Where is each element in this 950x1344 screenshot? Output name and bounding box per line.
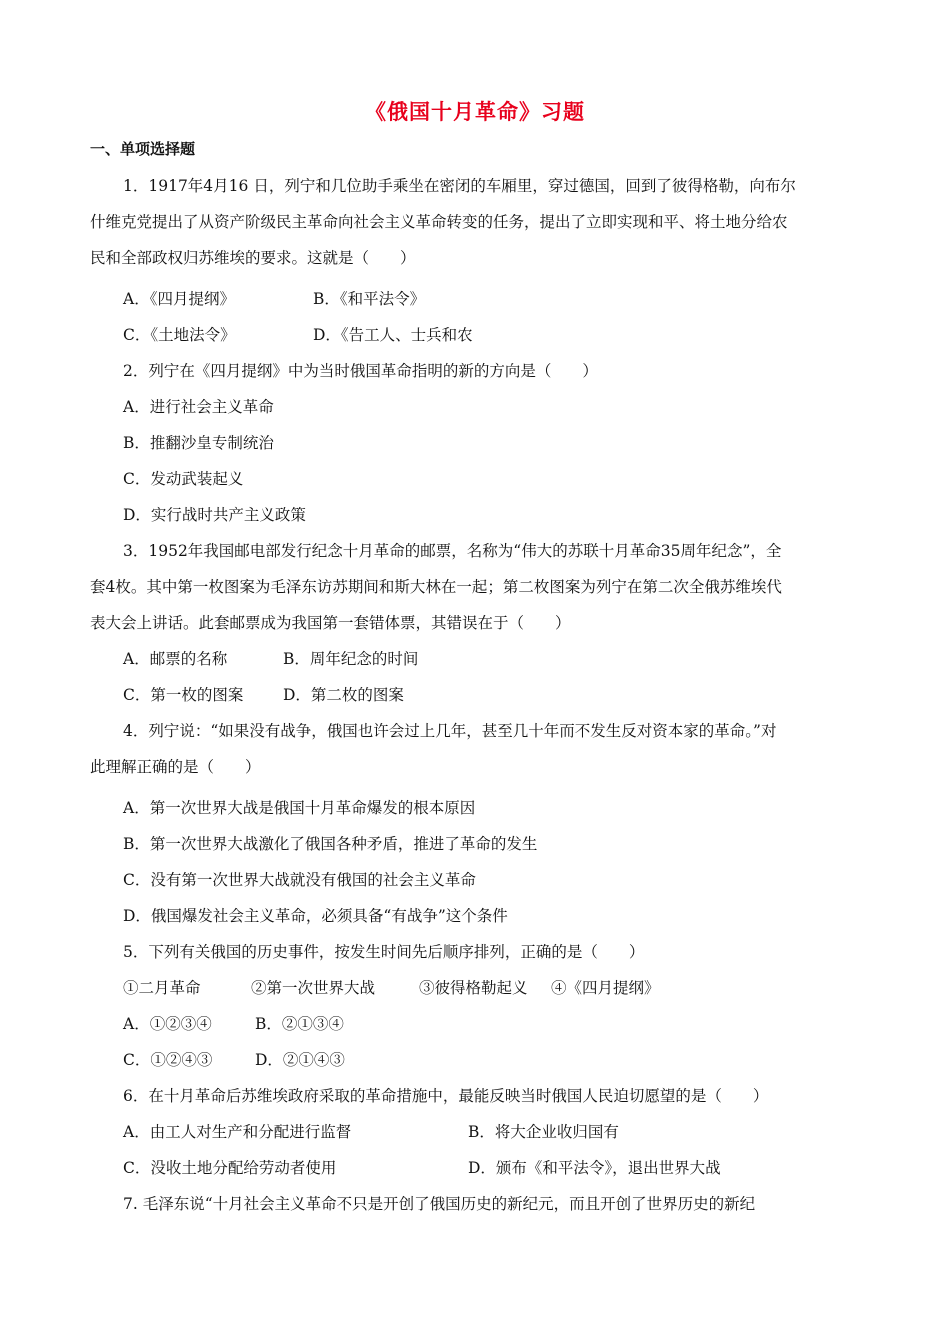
option-b: B．②①③④ xyxy=(255,1015,344,1033)
question-1-options-cd xyxy=(90,317,862,353)
question-6-stem: 6．在十月革命后苏维埃政府采取的革命措施中，最能反映当时俄国人民迫切愿望的是（ ） xyxy=(123,1087,769,1105)
option-b: B．推翻沙皇专制统治 xyxy=(123,434,274,452)
question-list xyxy=(90,168,862,1222)
document-title: 《俄国十月革命》习题 xyxy=(365,100,585,124)
option-c: C．没有第一次世界大战就没有俄国的社会主义革命 xyxy=(123,871,476,889)
option-a: A．进行社会主义革命 xyxy=(123,398,274,416)
option-c: C．没收土地分配给劳动者使用 xyxy=(123,1159,337,1177)
question-5-options-cd xyxy=(90,1042,862,1078)
question-6-options-ab xyxy=(90,1114,862,1150)
option-c: C．第一枚的图案 xyxy=(123,686,244,704)
question-5-events xyxy=(90,970,862,1006)
option-c: C．《土地法令》 xyxy=(123,326,236,344)
question-5-stem: 5．下列有关俄国的历史事件，按发生时间先后顺序排列，正确的是（ ） xyxy=(123,943,645,961)
option-d: D．②①④③ xyxy=(255,1051,345,1069)
option-a: A．《四月提纲》 xyxy=(123,290,235,308)
option-d: D．颁布《和平法令》，退出世界大战 xyxy=(468,1159,721,1177)
option-b: B．第一次世界大战激化了俄国各种矛盾，推进了革命的发生 xyxy=(123,835,538,853)
question-1-line-2: 什维克党提出了从资产阶级民主革命向社会主义革命转变的任务，提出了立即实现和平、将土地分给农 xyxy=(90,213,788,231)
question-6-options-cd xyxy=(90,1150,862,1186)
event-1: ①二月革命 xyxy=(123,979,201,997)
option-b: B．周年纪念的时间 xyxy=(283,650,419,668)
option-a: A．由工人对生产和分配进行监督 xyxy=(123,1123,352,1141)
section-heading: 一、单项选择题 xyxy=(90,140,196,158)
option-a: A．第一次世界大战是俄国十月革命爆发的根本原因 xyxy=(123,799,476,817)
event-3: ③彼得格勒起义 xyxy=(419,979,528,997)
question-3-line-2: 套4枚。其中第一枚图案为毛泽东访苏期间和斯大林在一起；第二枚图案为列宁在第二次全俄苏维埃代 xyxy=(90,578,782,596)
option-b: B．将大企业收归国有 xyxy=(468,1123,619,1141)
option-a: A．①②③④ xyxy=(123,1015,212,1033)
question-5-options-ab xyxy=(90,1006,862,1042)
question-2-stem: 2．列宁在《四月提纲》中为当时俄国革命指明的新的方向是（ ） xyxy=(123,362,598,380)
option-d: D．《告工人、士兵和农 xyxy=(313,326,473,344)
event-4: ④《四月提纲》 xyxy=(551,979,660,997)
option-d: D．俄国爆发社会主义革命，必须具备“有战争”这个条件 xyxy=(123,907,508,925)
question-1-line-3: 民和全部政权归苏维埃的要求。这就是（ ） xyxy=(90,249,416,267)
option-b: B．《和平法令》 xyxy=(313,290,426,308)
question-3-line-1: 3．1952年我国邮电部发行纪念十月革命的邮票，名称为“伟大的苏联十月革命35周年纪念”，全 xyxy=(123,542,782,560)
question-4-line-1: 4．列宁说：“如果没有战争，俄国也许会过上几年，甚至几十年而不发生反对资本家的革命。”对 xyxy=(123,722,777,740)
option-d: D．第二枚的图案 xyxy=(283,686,404,704)
question-1-line-1: 1．1917年4月16 日，列宁和几位助手乘坐在密闭的车厢里，穿过德国，回到了彼得格勒，向布尔 xyxy=(123,177,796,195)
event-2: ②第一次世界大战 xyxy=(251,979,376,997)
option-d: D．实行战时共产主义政策 xyxy=(123,506,306,524)
question-1-options-ab xyxy=(90,281,862,317)
option-a: A．邮票的名称 xyxy=(123,650,228,668)
question-4-line-2: 此理解正确的是（ ） xyxy=(90,758,261,776)
question-3-options-cd xyxy=(90,677,862,713)
option-c: C．①②④③ xyxy=(123,1051,213,1069)
question-7-line-1: 7. 毛泽东说“十月社会主义革命不只是开创了俄国历史的新纪元，而且开创了世界历史的新纪 xyxy=(123,1195,756,1213)
question-3-options-ab xyxy=(90,641,862,677)
option-c: C．发动武装起义 xyxy=(123,470,244,488)
question-3-line-3: 表大会上讲话。此套邮票成为我国第一套错体票，其错误在于（ ） xyxy=(90,614,571,632)
